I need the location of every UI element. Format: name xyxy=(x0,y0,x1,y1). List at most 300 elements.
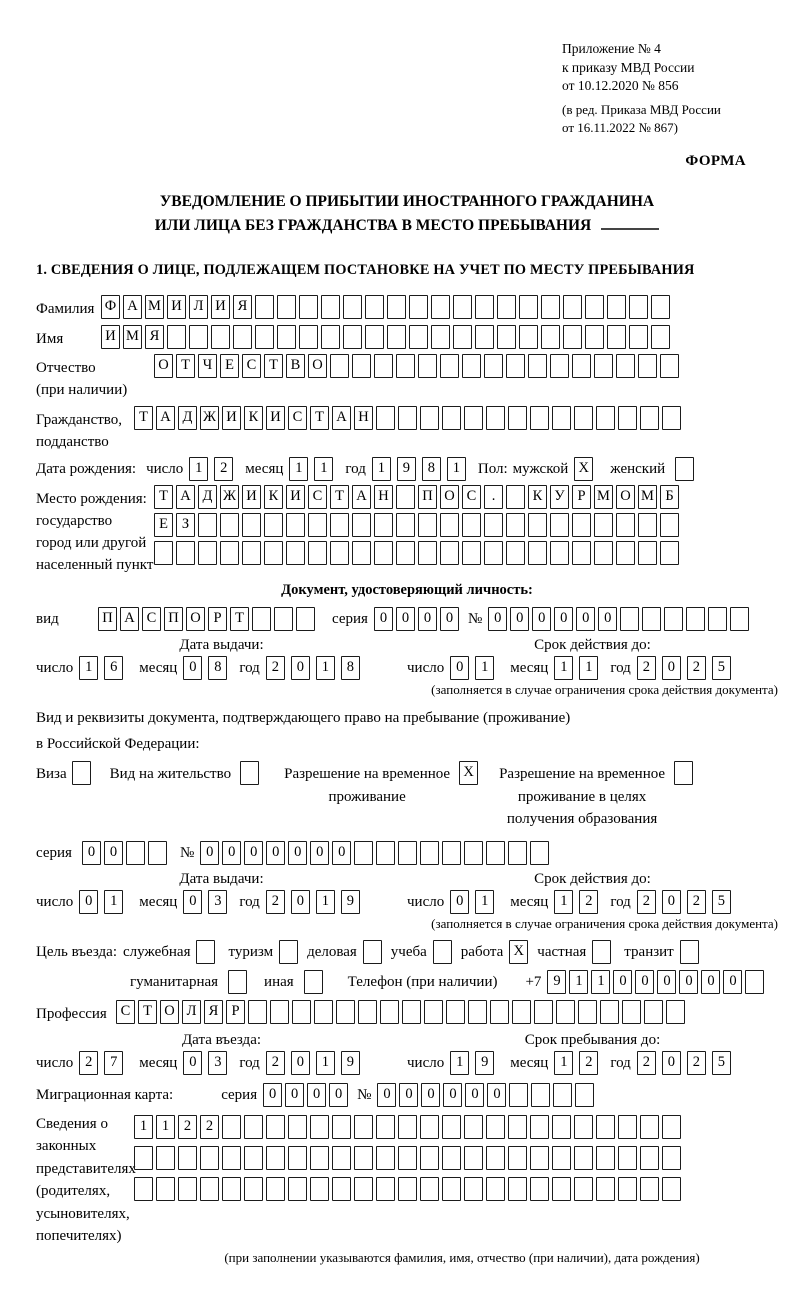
char-cell[interactable] xyxy=(266,1177,285,1201)
char-cell[interactable] xyxy=(574,1115,593,1139)
char-cell[interactable] xyxy=(354,841,373,865)
char-cell[interactable] xyxy=(552,406,571,430)
char-cell[interactable]: С xyxy=(462,485,481,509)
char-cell[interactable] xyxy=(396,541,415,565)
char-cell[interactable] xyxy=(148,841,167,865)
char-cell[interactable] xyxy=(220,513,239,537)
char-cell[interactable] xyxy=(288,1115,307,1139)
char-cell[interactable] xyxy=(600,1000,619,1024)
char-cell[interactable]: X xyxy=(574,457,593,481)
char-cell[interactable]: X xyxy=(459,761,478,785)
char-cell[interactable] xyxy=(730,607,749,631)
char-cell[interactable]: 1 xyxy=(579,656,598,680)
char-cell[interactable]: 0 xyxy=(183,656,202,680)
char-cell[interactable]: П xyxy=(98,607,117,631)
char-cell[interactable]: 1 xyxy=(316,890,335,914)
char-cell[interactable] xyxy=(255,325,274,349)
char-cell[interactable] xyxy=(365,325,384,349)
char-cell[interactable] xyxy=(662,1146,681,1170)
char-cell[interactable] xyxy=(211,325,230,349)
char-cell[interactable] xyxy=(387,295,406,319)
char-cell[interactable]: 7 xyxy=(104,1051,123,1075)
char-cell[interactable] xyxy=(248,1000,267,1024)
char-cell[interactable] xyxy=(402,1000,421,1024)
char-cell[interactable] xyxy=(156,1146,175,1170)
char-cell[interactable] xyxy=(308,513,327,537)
char-cell[interactable]: 0 xyxy=(510,607,529,631)
char-cell[interactable] xyxy=(154,541,173,565)
char-cell[interactable] xyxy=(288,1177,307,1201)
char-cell[interactable] xyxy=(563,295,582,319)
char-cell[interactable]: 1 xyxy=(450,1051,469,1075)
char-cell[interactable]: 0 xyxy=(399,1083,418,1107)
char-cell[interactable]: 1 xyxy=(447,457,466,481)
char-cell[interactable]: У xyxy=(550,485,569,509)
char-cell[interactable]: Р xyxy=(572,485,591,509)
char-cell[interactable] xyxy=(531,1083,550,1107)
char-cell[interactable] xyxy=(640,406,659,430)
char-cell[interactable] xyxy=(240,761,259,785)
char-cell[interactable]: 8 xyxy=(422,457,441,481)
char-cell[interactable]: Т xyxy=(310,406,329,430)
char-cell[interactable]: К xyxy=(244,406,263,430)
char-cell[interactable]: 0 xyxy=(263,1083,282,1107)
char-cell[interactable] xyxy=(409,295,428,319)
char-cell[interactable] xyxy=(321,295,340,319)
char-cell[interactable] xyxy=(374,513,393,537)
char-cell[interactable] xyxy=(464,1115,483,1139)
char-cell[interactable]: Е xyxy=(220,354,239,378)
char-cell[interactable] xyxy=(365,295,384,319)
char-cell[interactable]: 8 xyxy=(341,656,360,680)
char-cell[interactable] xyxy=(660,513,679,537)
char-cell[interactable] xyxy=(552,1146,571,1170)
char-cell[interactable] xyxy=(638,513,657,537)
char-cell[interactable] xyxy=(299,295,318,319)
char-cell[interactable] xyxy=(134,1146,153,1170)
char-cell[interactable]: 5 xyxy=(712,656,731,680)
char-cell[interactable]: 0 xyxy=(465,1083,484,1107)
char-cell[interactable]: М xyxy=(638,485,657,509)
char-cell[interactable] xyxy=(264,541,283,565)
char-cell[interactable] xyxy=(376,406,395,430)
char-cell[interactable]: И xyxy=(167,295,186,319)
char-cell[interactable]: 2 xyxy=(266,1051,285,1075)
char-cell[interactable] xyxy=(310,1146,329,1170)
char-cell[interactable] xyxy=(675,457,694,481)
char-cell[interactable]: 0 xyxy=(183,1051,202,1075)
char-cell[interactable] xyxy=(374,541,393,565)
char-cell[interactable] xyxy=(292,1000,311,1024)
char-cell[interactable] xyxy=(266,1146,285,1170)
char-cell[interactable] xyxy=(343,295,362,319)
char-cell[interactable] xyxy=(266,1115,285,1139)
char-cell[interactable]: 1 xyxy=(289,457,308,481)
char-cell[interactable] xyxy=(640,1177,659,1201)
char-cell[interactable]: А xyxy=(156,406,175,430)
char-cell[interactable] xyxy=(642,607,661,631)
char-cell[interactable]: 1 xyxy=(104,890,123,914)
char-cell[interactable] xyxy=(629,325,648,349)
char-cell[interactable] xyxy=(376,1177,395,1201)
char-cell[interactable] xyxy=(662,1177,681,1201)
char-cell[interactable] xyxy=(398,406,417,430)
char-cell[interactable]: 0 xyxy=(79,890,98,914)
char-cell[interactable]: Л xyxy=(182,1000,201,1024)
char-cell[interactable]: Н xyxy=(374,485,393,509)
char-cell[interactable]: М xyxy=(123,325,142,349)
char-cell[interactable] xyxy=(490,1000,509,1024)
char-cell[interactable]: 1 xyxy=(569,970,588,994)
char-cell[interactable]: 0 xyxy=(396,607,415,631)
char-cell[interactable] xyxy=(596,1177,615,1201)
char-cell[interactable]: 0 xyxy=(576,607,595,631)
char-cell[interactable]: 0 xyxy=(307,1083,326,1107)
char-cell[interactable]: 0 xyxy=(450,890,469,914)
char-cell[interactable]: 2 xyxy=(637,890,656,914)
char-cell[interactable]: 0 xyxy=(332,841,351,865)
char-cell[interactable] xyxy=(666,1000,685,1024)
char-cell[interactable] xyxy=(178,1177,197,1201)
char-cell[interactable] xyxy=(453,295,472,319)
char-cell[interactable]: Л xyxy=(189,295,208,319)
char-cell[interactable]: 0 xyxy=(421,1083,440,1107)
char-cell[interactable]: А xyxy=(176,485,195,509)
char-cell[interactable] xyxy=(616,541,635,565)
char-cell[interactable]: 2 xyxy=(637,656,656,680)
char-cell[interactable] xyxy=(330,541,349,565)
char-cell[interactable] xyxy=(674,761,693,785)
char-cell[interactable] xyxy=(189,325,208,349)
char-cell[interactable] xyxy=(220,541,239,565)
char-cell[interactable] xyxy=(680,940,699,964)
char-cell[interactable]: 0 xyxy=(635,970,654,994)
char-cell[interactable]: Т xyxy=(138,1000,157,1024)
char-cell[interactable] xyxy=(200,1146,219,1170)
char-cell[interactable]: 0 xyxy=(450,656,469,680)
char-cell[interactable]: 9 xyxy=(547,970,566,994)
char-cell[interactable] xyxy=(134,1177,153,1201)
char-cell[interactable]: Я xyxy=(204,1000,223,1024)
char-cell[interactable] xyxy=(396,513,415,537)
char-cell[interactable] xyxy=(530,406,549,430)
char-cell[interactable] xyxy=(332,1146,351,1170)
char-cell[interactable]: И xyxy=(222,406,241,430)
char-cell[interactable] xyxy=(420,1177,439,1201)
char-cell[interactable] xyxy=(468,1000,487,1024)
char-cell[interactable]: А xyxy=(332,406,351,430)
char-cell[interactable] xyxy=(376,841,395,865)
char-cell[interactable]: 0 xyxy=(701,970,720,994)
char-cell[interactable] xyxy=(420,841,439,865)
char-cell[interactable]: Д xyxy=(178,406,197,430)
char-cell[interactable] xyxy=(745,970,764,994)
char-cell[interactable] xyxy=(620,607,639,631)
char-cell[interactable]: 5 xyxy=(712,1051,731,1075)
char-cell[interactable]: Р xyxy=(226,1000,245,1024)
char-cell[interactable]: М xyxy=(145,295,164,319)
char-cell[interactable] xyxy=(440,354,459,378)
char-cell[interactable] xyxy=(398,1177,417,1201)
char-cell[interactable] xyxy=(484,354,503,378)
char-cell[interactable]: 1 xyxy=(316,1051,335,1075)
char-cell[interactable] xyxy=(431,295,450,319)
char-cell[interactable] xyxy=(296,607,315,631)
char-cell[interactable] xyxy=(358,1000,377,1024)
char-cell[interactable] xyxy=(484,513,503,537)
char-cell[interactable]: 2 xyxy=(687,1051,706,1075)
char-cell[interactable] xyxy=(233,325,252,349)
char-cell[interactable] xyxy=(506,354,525,378)
char-cell[interactable] xyxy=(332,1177,351,1201)
char-cell[interactable] xyxy=(200,1177,219,1201)
char-cell[interactable] xyxy=(629,295,648,319)
char-cell[interactable]: 2 xyxy=(687,656,706,680)
char-cell[interactable]: 2 xyxy=(579,890,598,914)
char-cell[interactable] xyxy=(418,541,437,565)
char-cell[interactable] xyxy=(486,1115,505,1139)
char-cell[interactable]: 0 xyxy=(598,607,617,631)
char-cell[interactable]: 0 xyxy=(82,841,101,865)
char-cell[interactable]: 2 xyxy=(266,656,285,680)
char-cell[interactable] xyxy=(512,1000,531,1024)
char-cell[interactable] xyxy=(420,1146,439,1170)
char-cell[interactable]: 0 xyxy=(291,656,310,680)
char-cell[interactable]: Е xyxy=(154,513,173,537)
char-cell[interactable] xyxy=(336,1000,355,1024)
char-cell[interactable]: И xyxy=(266,406,285,430)
char-cell[interactable]: 0 xyxy=(244,841,263,865)
char-cell[interactable] xyxy=(575,1083,594,1107)
char-cell[interactable]: 0 xyxy=(200,841,219,865)
char-cell[interactable]: 1 xyxy=(156,1115,175,1139)
char-cell[interactable] xyxy=(288,1146,307,1170)
char-cell[interactable] xyxy=(574,1146,593,1170)
char-cell[interactable] xyxy=(167,325,186,349)
char-cell[interactable] xyxy=(196,940,215,964)
char-cell[interactable] xyxy=(497,295,516,319)
char-cell[interactable]: X xyxy=(509,940,528,964)
char-cell[interactable]: 1 xyxy=(134,1115,153,1139)
char-cell[interactable] xyxy=(508,1177,527,1201)
char-cell[interactable]: 0 xyxy=(374,607,393,631)
char-cell[interactable] xyxy=(396,354,415,378)
char-cell[interactable] xyxy=(354,1177,373,1201)
char-cell[interactable] xyxy=(380,1000,399,1024)
char-cell[interactable] xyxy=(352,354,371,378)
char-cell[interactable]: 2 xyxy=(178,1115,197,1139)
char-cell[interactable] xyxy=(594,354,613,378)
char-cell[interactable]: 2 xyxy=(637,1051,656,1075)
char-cell[interactable] xyxy=(330,354,349,378)
char-cell[interactable] xyxy=(686,607,705,631)
char-cell[interactable] xyxy=(519,295,538,319)
char-cell[interactable]: О xyxy=(186,607,205,631)
char-cell[interactable] xyxy=(126,841,145,865)
char-cell[interactable] xyxy=(374,354,393,378)
char-cell[interactable] xyxy=(363,940,382,964)
char-cell[interactable] xyxy=(418,513,437,537)
char-cell[interactable]: Ж xyxy=(220,485,239,509)
char-cell[interactable] xyxy=(156,1177,175,1201)
char-cell[interactable] xyxy=(475,325,494,349)
char-cell[interactable] xyxy=(398,841,417,865)
char-cell[interactable] xyxy=(572,541,591,565)
char-cell[interactable] xyxy=(484,541,503,565)
char-cell[interactable]: 0 xyxy=(488,607,507,631)
char-cell[interactable]: Т xyxy=(134,406,153,430)
char-cell[interactable]: 0 xyxy=(329,1083,348,1107)
char-cell[interactable]: 5 xyxy=(712,890,731,914)
char-cell[interactable] xyxy=(585,295,604,319)
char-cell[interactable]: 9 xyxy=(397,457,416,481)
char-cell[interactable] xyxy=(578,1000,597,1024)
char-cell[interactable] xyxy=(618,1146,637,1170)
char-cell[interactable]: 0 xyxy=(723,970,742,994)
char-cell[interactable] xyxy=(528,354,547,378)
char-cell[interactable] xyxy=(486,1146,505,1170)
char-cell[interactable] xyxy=(314,1000,333,1024)
char-cell[interactable]: К xyxy=(264,485,283,509)
char-cell[interactable] xyxy=(572,354,591,378)
char-cell[interactable]: . xyxy=(484,485,503,509)
char-cell[interactable]: 1 xyxy=(316,656,335,680)
char-cell[interactable] xyxy=(596,1115,615,1139)
char-cell[interactable]: 0 xyxy=(554,607,573,631)
char-cell[interactable]: 0 xyxy=(288,841,307,865)
char-cell[interactable] xyxy=(279,940,298,964)
char-cell[interactable] xyxy=(352,513,371,537)
char-cell[interactable]: 2 xyxy=(687,890,706,914)
char-cell[interactable]: С xyxy=(142,607,161,631)
char-cell[interactable] xyxy=(530,1115,549,1139)
char-cell[interactable] xyxy=(299,325,318,349)
char-cell[interactable] xyxy=(660,354,679,378)
char-cell[interactable]: 2 xyxy=(579,1051,598,1075)
char-cell[interactable]: 1 xyxy=(372,457,391,481)
char-cell[interactable]: 1 xyxy=(554,1051,573,1075)
char-cell[interactable] xyxy=(198,513,217,537)
char-cell[interactable] xyxy=(622,1000,641,1024)
char-cell[interactable] xyxy=(638,541,657,565)
char-cell[interactable]: А xyxy=(352,485,371,509)
char-cell[interactable]: Н xyxy=(354,406,373,430)
char-cell[interactable]: 0 xyxy=(487,1083,506,1107)
char-cell[interactable] xyxy=(354,1146,373,1170)
char-cell[interactable] xyxy=(541,295,560,319)
char-cell[interactable] xyxy=(506,541,525,565)
char-cell[interactable]: З xyxy=(176,513,195,537)
char-cell[interactable] xyxy=(332,1115,351,1139)
char-cell[interactable] xyxy=(396,485,415,509)
char-cell[interactable] xyxy=(462,354,481,378)
char-cell[interactable]: И xyxy=(286,485,305,509)
char-cell[interactable] xyxy=(431,325,450,349)
char-cell[interactable] xyxy=(618,1177,637,1201)
char-cell[interactable] xyxy=(442,406,461,430)
char-cell[interactable] xyxy=(563,325,582,349)
char-cell[interactable]: С xyxy=(288,406,307,430)
char-cell[interactable]: Я xyxy=(145,325,164,349)
char-cell[interactable] xyxy=(574,406,593,430)
char-cell[interactable] xyxy=(616,354,635,378)
char-cell[interactable]: 0 xyxy=(285,1083,304,1107)
char-cell[interactable]: И xyxy=(211,295,230,319)
char-cell[interactable] xyxy=(398,1115,417,1139)
char-cell[interactable]: 1 xyxy=(475,656,494,680)
char-cell[interactable] xyxy=(274,607,293,631)
char-cell[interactable] xyxy=(550,541,569,565)
char-cell[interactable] xyxy=(662,1115,681,1139)
char-cell[interactable] xyxy=(530,841,549,865)
char-cell[interactable] xyxy=(553,1083,572,1107)
char-cell[interactable] xyxy=(556,1000,575,1024)
char-cell[interactable] xyxy=(607,325,626,349)
char-cell[interactable] xyxy=(651,295,670,319)
char-cell[interactable] xyxy=(376,1115,395,1139)
char-cell[interactable] xyxy=(486,1177,505,1201)
char-cell[interactable]: И xyxy=(242,485,261,509)
char-cell[interactable]: 0 xyxy=(662,890,681,914)
char-cell[interactable] xyxy=(244,1177,263,1201)
char-cell[interactable] xyxy=(596,1146,615,1170)
char-cell[interactable]: 3 xyxy=(208,1051,227,1075)
char-cell[interactable] xyxy=(508,1115,527,1139)
char-cell[interactable] xyxy=(541,325,560,349)
char-cell[interactable]: С xyxy=(308,485,327,509)
char-cell[interactable]: О xyxy=(160,1000,179,1024)
char-cell[interactable]: 0 xyxy=(679,970,698,994)
char-cell[interactable] xyxy=(530,1146,549,1170)
char-cell[interactable]: 0 xyxy=(657,970,676,994)
char-cell[interactable]: 0 xyxy=(310,841,329,865)
char-cell[interactable]: 1 xyxy=(475,890,494,914)
char-cell[interactable]: 2 xyxy=(200,1115,219,1139)
char-cell[interactable] xyxy=(442,1146,461,1170)
char-cell[interactable] xyxy=(244,1146,263,1170)
char-cell[interactable]: Т xyxy=(154,485,173,509)
char-cell[interactable] xyxy=(242,541,261,565)
char-cell[interactable] xyxy=(252,607,271,631)
char-cell[interactable]: 0 xyxy=(291,890,310,914)
char-cell[interactable] xyxy=(596,406,615,430)
char-cell[interactable]: О xyxy=(154,354,173,378)
char-cell[interactable] xyxy=(72,761,91,785)
char-cell[interactable]: 1 xyxy=(554,656,573,680)
char-cell[interactable] xyxy=(508,1146,527,1170)
char-cell[interactable] xyxy=(618,1115,637,1139)
char-cell[interactable] xyxy=(277,295,296,319)
char-cell[interactable]: 1 xyxy=(591,970,610,994)
char-cell[interactable]: 8 xyxy=(208,656,227,680)
char-cell[interactable]: 0 xyxy=(418,607,437,631)
char-cell[interactable] xyxy=(552,1177,571,1201)
char-cell[interactable] xyxy=(528,513,547,537)
char-cell[interactable]: В xyxy=(286,354,305,378)
char-cell[interactable] xyxy=(286,513,305,537)
char-cell[interactable]: 0 xyxy=(266,841,285,865)
char-cell[interactable] xyxy=(530,1177,549,1201)
char-cell[interactable]: 2 xyxy=(266,890,285,914)
char-cell[interactable]: О xyxy=(440,485,459,509)
char-cell[interactable]: 0 xyxy=(440,607,459,631)
char-cell[interactable] xyxy=(420,1115,439,1139)
char-cell[interactable]: 0 xyxy=(183,890,202,914)
char-cell[interactable] xyxy=(662,406,681,430)
char-cell[interactable]: Р xyxy=(208,607,227,631)
char-cell[interactable] xyxy=(708,607,727,631)
char-cell[interactable] xyxy=(509,1083,528,1107)
